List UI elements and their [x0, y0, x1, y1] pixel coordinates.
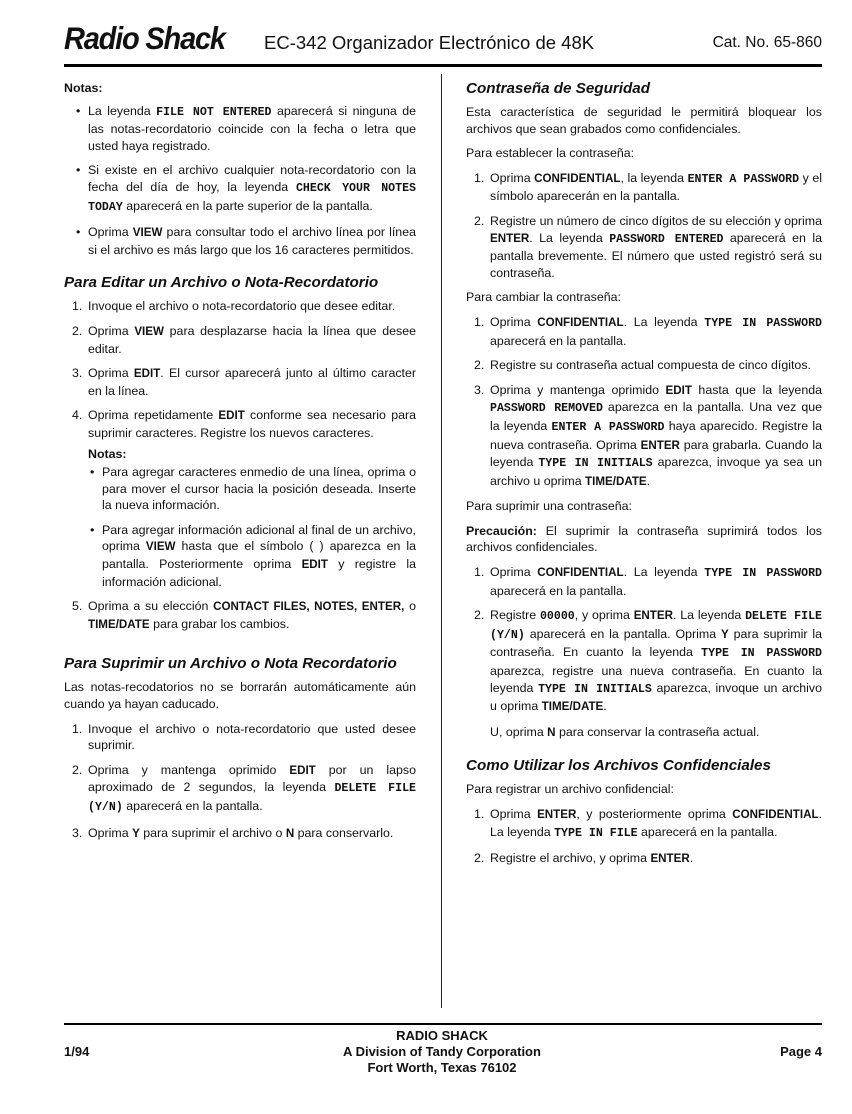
list-item: 1. Oprima CONFIDENTIAL, la leyenda ENTER A PASSWORD y el símbolo aparecerán en la pantalla.: [474, 170, 822, 204]
right-column: [466, 80, 822, 876]
header-rule: [64, 64, 822, 67]
list-item: 4. Oprima repetidamente EDIT conforme sea necesario para suprimir caracteres. Registre los nuevos caracteres. Notas: • Para agregar caracteres enmedio de una línea, oprima o para mover el cursor hacia la posición deseada. Inserte la nueva información. • Para agregar información adicional al final de un archivo, oprima VIEW hasta que el símbolo ( ) aparezca en la pantalla. Posteriormente oprima EDIT y registre la información adicional.: [88, 407, 416, 590]
list-item: 2. Registre su contraseña actual compuesta de cinco dígitos.: [474, 358, 811, 373]
notes-list: [64, 103, 416, 259]
change-password-label: Para cambiar la contraseña:: [466, 290, 621, 305]
footer-company: RADIO SHACK: [396, 1028, 488, 1043]
list-item: 1. Invoque el archivo o nota-recordatorio que desee editar.: [72, 299, 396, 314]
list-item: 1. Oprima CONFIDENTIAL. La leyenda TYPE IN PASSWORD aparecerá en la pantalla.: [474, 314, 822, 348]
document-title: EC-342 Organizador Electrónico de 48K: [264, 32, 595, 53]
list-item: 3. Oprima EDIT. El cursor aparecerá junto al último caracter en la línea.: [72, 366, 416, 398]
list-item: • Para agregar caracteres enmedio de una línea, oprima o para mover el cursor hacia la posición deseada. Inserte la nueva información.: [102, 464, 416, 514]
left-column: [64, 80, 416, 850]
list-item: • La leyenda FILE NOT ENTERED aparecerá si ninguna de las notas-recordatorio coincide con la fecha o letra que usted haya registrado.: [88, 103, 416, 155]
radio-shack-logo: Radio Shack: [64, 22, 225, 57]
delete-section-heading: Para Suprimir un Archivo o Nota Recordatorio: [64, 655, 397, 673]
notes-label: Notas:: [64, 81, 103, 95]
security-intro: Esta característica de seguridad le permitirá bloquear los archivos que sean grabados como confidenciales.: [466, 105, 822, 136]
security-section-heading: Contraseña de Seguridad: [466, 80, 650, 97]
list-item: 3. Oprima y mantenga oprimido EDIT hasta que la leyenda PASSWORD REMOVED aparezca en la pantalla. Una vez que la leyenda ENTER A PASSWORD haya aparecido. Registre la nueva contraseña. Oprima ENTER para grabarla. Cuando la leyenda TYPE IN INITIALS aparezca, invoque ya sea un archivo u oprima TIME/DATE.: [474, 382, 822, 488]
list-item: 2. Oprima VIEW para desplazarse hacia la línea que desee editar.: [72, 323, 416, 356]
caution-note: Precaución: El suprimir la contraseña suprimirá todos los archivos confidenciales.: [466, 523, 822, 555]
confidential-section-heading: Como Utilizar los Archivos Confidenciales: [466, 757, 771, 775]
list-item: 1. Oprima CONFIDENTIAL. La leyenda TYPE IN PASSWORD aparecerá en la pantalla.: [474, 565, 822, 598]
list-item: 3. Oprima Y para suprimir el archivo o N para conservarlo.: [72, 825, 394, 840]
list-item: 1. Oprima ENTER, y posteriormente oprima CONFIDENTIAL. La leyenda TYPE IN FILE aparecerá en la pantalla.: [474, 807, 822, 840]
list-item: 1. Invoque el archivo o nota-recordatorio que usted desee suprimir.: [72, 721, 416, 753]
remove-password-steps: [466, 564, 822, 716]
list-item: • Oprima VIEW para consultar todo el archivo línea por línea si el archivo es más largo que los 16 caracteres permitidos.: [88, 224, 416, 258]
set-password-label: Para establecer la contraseña:: [466, 146, 635, 161]
list-item: • Para agregar información adicional al final de un archivo, oprima VIEW hasta que el símbolo ( ) aparezca en la pantalla. Posteriormente oprima EDIT y registre la información adicional.: [102, 522, 416, 590]
list-item: 2. Oprima y mantenga oprimido EDIT por un lapso aproximado de 2 segundos, la leyenda DELETE FILE (Y/N) aparecerá en la pantalla.: [72, 762, 416, 814]
edit-steps: [64, 298, 416, 633]
footer-date: 1/94: [64, 1044, 90, 1059]
change-password-steps: [466, 314, 822, 490]
footer-division: A Division of Tandy Corporation: [343, 1044, 541, 1059]
edit-section-heading: Para Editar un Archivo o Nota-Recordatorio: [64, 274, 379, 292]
delete-steps: [64, 721, 416, 843]
remove-password-label: Para suprimir una contraseña:: [466, 499, 632, 514]
list-item: 2. Registre el archivo, y oprima ENTER.: [474, 851, 694, 866]
list-item: 2. Registre 00000, y oprima ENTER. La leyenda DELETE FILE (Y/N) aparecerá en la pantalla. Oprima Y para suprimir la contraseña. En cuanto la leyenda TYPE IN PASSWORD aparezca, registre una nueva contraseña. En cuanto la leyenda TYPE IN INITIALS aparezca, invoque un archivo u oprima TIME/DATE.: [474, 608, 823, 714]
list-item: 5. Oprima a su elección CONTACT FILES, NOTES, ENTER, o TIME/DATE para grabar los cambios.: [72, 599, 416, 631]
keep-password-note: U, oprima N para conservar la contraseña actual.: [490, 724, 760, 739]
page-header: [64, 22, 822, 62]
footer-rule: [64, 1023, 822, 1025]
sub-notes-label: Notas:: [88, 446, 127, 461]
footer-publisher: [300, 1028, 584, 1076]
sub-notes-list: [88, 464, 416, 590]
footer-address: Fort Worth, Texas 76102: [367, 1060, 517, 1075]
delete-intro: Las notas-recodatorios no se borrarán automáticamente aún cuando ya hayan caducado.: [64, 680, 416, 712]
confidential-intro: Para registrar un archivo confidencial:: [466, 782, 674, 797]
confidential-steps: [466, 806, 822, 868]
catalog-number: Cat. No. 65-860: [712, 34, 822, 51]
column-divider: [441, 74, 442, 1008]
set-password-steps: [466, 170, 822, 282]
page-number: Page 4: [780, 1044, 822, 1059]
list-item: 2. Registre un número de cinco dígitos de su elección y oprima ENTER. La leyenda PASSWORD ENTERED aparecerá en la pantalla brevemente. El número que usted registró será su contraseña.: [474, 213, 822, 280]
list-item: • Si existe en el archivo cualquier nota-recordatorio con la fecha del día de hoy, la leyenda CHECK YOUR NOTES TODAY aparecerá en la parte superior de la pantalla.: [88, 162, 416, 216]
